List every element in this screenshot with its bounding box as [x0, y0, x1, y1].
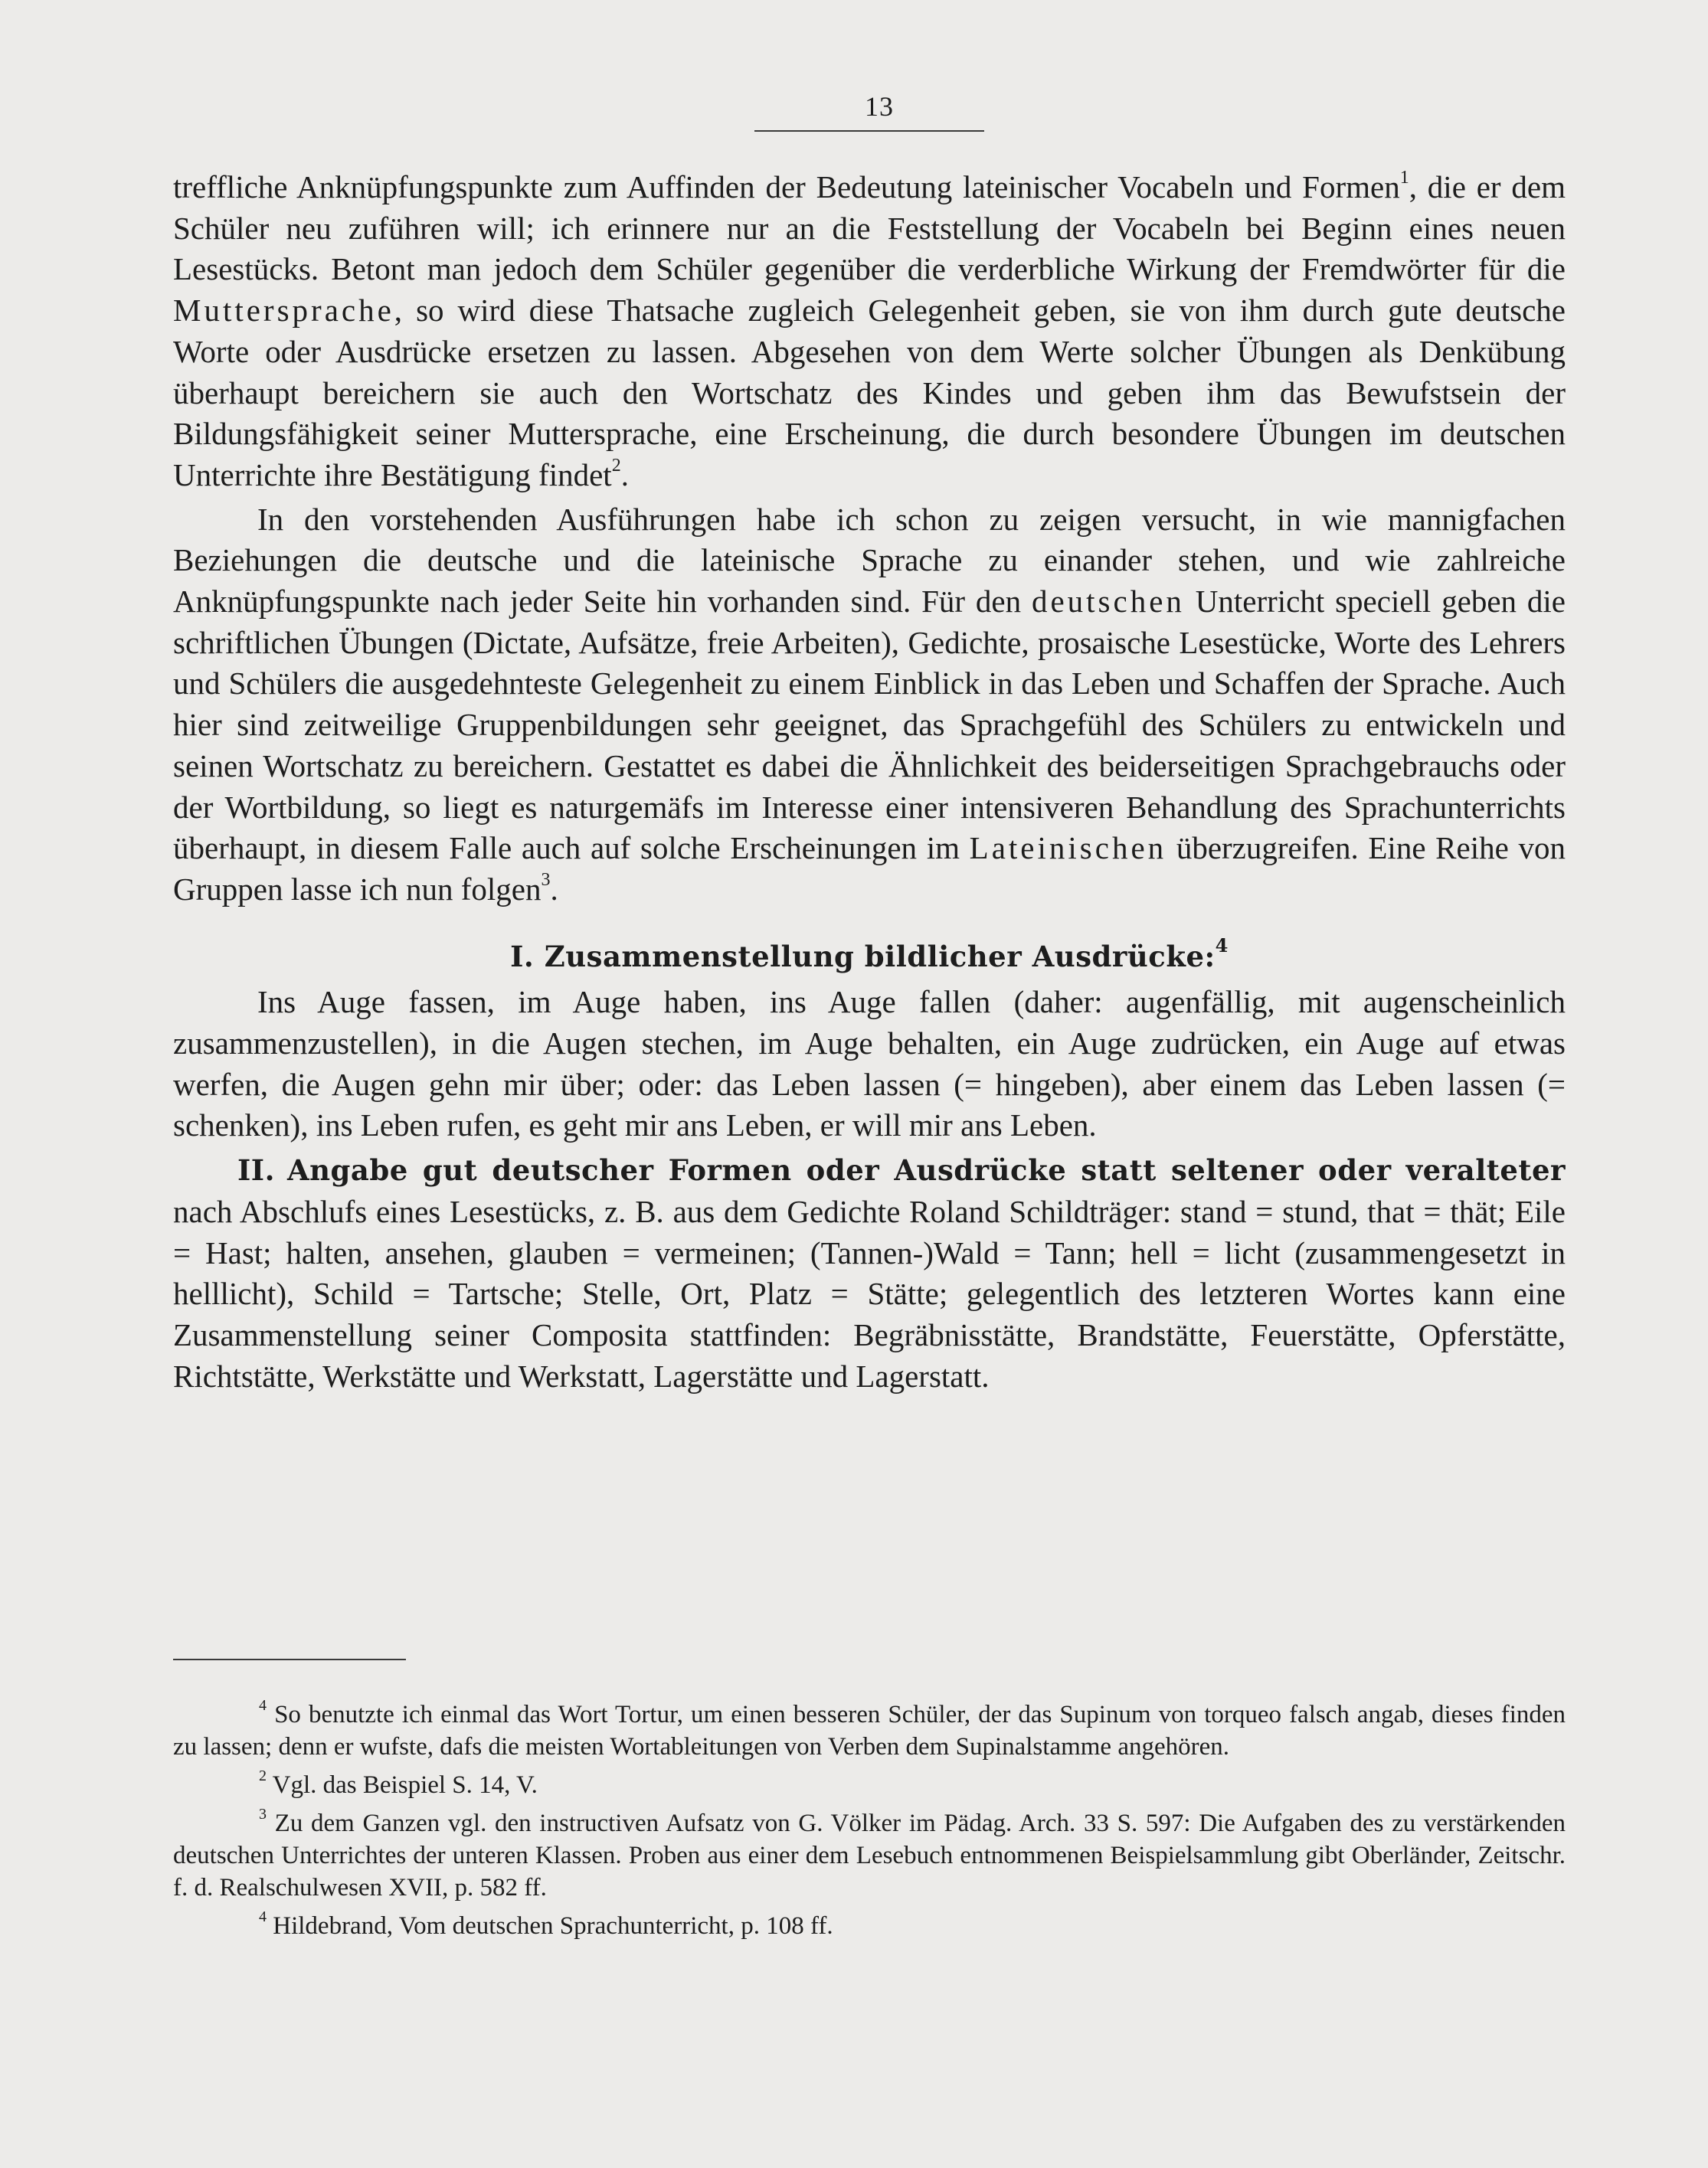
- emphasis-muttersprache: Muttersprache: [173, 293, 394, 329]
- paragraph-2: [173, 499, 1566, 911]
- footnote-text: Vgl. das Beispiel S. 14, V.: [272, 1771, 538, 1799]
- footnote-text: Hildebrand, Vom deutschen Sprachunterricht, p. 108 ff.: [273, 1912, 833, 1940]
- footnote-text: Zu dem Ganzen vgl. den instructiven Aufsatz von G. Völker im Pädag. Arch. 33 S. 597: Die Aufgaben des zu verstärkenden deutschen Unterrichtes der unteren Klassen. Proben aus einer dem Lesebuch entnommenen Beispielsammlung gibt Oberländer, Zeitschr. f. d. Realschulwesen XVII, p. 582 ff.: [173, 1810, 1566, 1901]
- footnote-ref: 1: [1399, 167, 1409, 188]
- footnote: [173, 1699, 1566, 1763]
- footnotes: [173, 1699, 1566, 1942]
- body-text: [173, 167, 1566, 1397]
- footnote: [173, 1769, 1566, 1801]
- section-2-numeral: II.: [237, 1153, 275, 1188]
- paragraph-2-text-b: Unterricht speciell geben die schriftlichen Übungen (Dictate, Aufsätze, freie Arbeiten), Gedichte, prosaische Lesestücke, Worte des Lehrers und Schülers die ausgedehnteste Gelegenheit zu einem Einblick in das Leben und Schaffen der Sprache. Auch hier sind zeitweilige Gruppenbildungen sehr geeignet, das Sprachgefühl des Schülers zu entwickeln und seinen Wortschatz zu bereichern. Gestattet es dabei die Ähnlichkeit des beiderseitigen Sprachgebrauchs oder der Wortbildung, so liegt es naturgemäfs im Interesse einer intensiveren Behandlung des Sprachunterrichts überhaupt, in diesem Falle auch auf solche Erscheinungen im: [173, 584, 1566, 866]
- footnote-mark: 2: [259, 1767, 267, 1784]
- section-1-title: Zusammenstellung bildlicher Ausdrücke:: [544, 939, 1216, 973]
- paragraph-1-text-a: treffliche Anknüpfungspunkte zum Auffinden der Bedeutung lateinischer Vocabeln und Formen: [173, 169, 1400, 204]
- section-1-text: Ins Auge fassen, im Auge haben, ins Auge fallen (daher: augenfällig, mit augenscheinlich zusammenzustellen), in die Augen stechen, im Auge behalten, ein Auge zudrücken, ein Auge auf etwas werfen, die Augen gehn mir über; oder: das Leben lassen (= hingeben), aber einem das Leben lassen (= schenken), ins Leben rufen, es geht mir ans Leben, er will mir ans Leben.: [173, 984, 1566, 1143]
- paragraph-2-text-a: In den vorstehenden Ausführungen habe ich schon zu zeigen versucht, in wie mannigfachen Beziehungen die deutsche und die lateinische Sprache zu einander stehen, und wie zahlreiche Anknüpfungspunkte nach jeder Seite hin vorhanden sind. Für den: [173, 501, 1566, 620]
- footnote-mark: 3: [259, 1806, 267, 1823]
- paragraph-1-text-b: , die er dem Schüler neu zuführen will; ich erinnere nur an die Feststellung der Vocabeln bei Beginn eines neuen Lesestücks. Betont man jedoch dem Schüler gegenüber die verderbliche Wirkung der Fremdwörter für die: [173, 169, 1566, 287]
- footnote-mark: 4: [259, 1908, 267, 1925]
- footnote-text: So benutzte ich einmal das Wort Tortur, um einen besseren Schüler, der das Supinum von torqueo falsch angab, dieses finden zu lassen; denn er wufste, dafs die meisten Wortableitungen von Verben dem Supinalstamme angehören.: [173, 1701, 1566, 1761]
- section-1-numeral: I.: [510, 939, 535, 973]
- emphasis-lateinischen: Lateinischen: [969, 830, 1167, 866]
- section-2-text: nach Abschlufs eines Lesestücks, z. B. aus dem Gedichte Roland Schildträger: stand = stund, that = thät; Eile = Hast; halten, ansehen, glauben = vermeinen; (Tannen-)Wald = Tann; hell = licht (zusammengesetzt in helllicht), Schild = Tartsche; Stelle, Ort, Platz = Stätte; gelegentlich des letzteren Wortes kann eine Zusammenstellung seiner Composita stattfinden: Begräbnisstätte, Brandstätte, Feuerstätte, Opferstätte, Richtstätte, Werkstätte und Werkstatt, Lagerstätte und Lagerstatt.: [173, 1193, 1566, 1394]
- footnote-ref: 3: [541, 869, 551, 890]
- footnote-ref: 4: [1215, 934, 1229, 956]
- section-1-heading: [173, 934, 1566, 978]
- paragraph-2-end: .: [550, 871, 558, 907]
- section-2: [173, 1149, 1566, 1397]
- emphasis-deutschen: deutschen: [1031, 584, 1185, 620]
- paragraph-1: [173, 167, 1566, 496]
- header-rule: [754, 130, 984, 132]
- section-2-title: Angabe gut deutscher Formen oder Ausdrücke statt seltener oder veralteter: [286, 1153, 1566, 1188]
- footnote: [173, 1807, 1566, 1904]
- footnote: [173, 1910, 1566, 1942]
- footnote-rule: [173, 1659, 406, 1660]
- paragraph-1-text-c: , so wird diese Thatsache zugleich Gelegenheit geben, sie von ihm durch gute deutsche Worte oder Ausdrücke ersetzen zu lassen. Abgesehen von dem Werte solcher Übungen als Denkübung überhaupt bereichern sie auch den Wortschatz des Kindes und geben ihm das Bewufstsein der Bildungsfähigkeit seiner Muttersprache, eine Erscheinung, die durch besondere Übungen im deutschen Unterrichte ihre Bestätigung findet: [173, 293, 1566, 492]
- footnote-mark: 4: [259, 1697, 267, 1714]
- paragraph-2-text-c: überzugreifen. Eine Reihe von Gruppen lasse ich nun folgen: [173, 830, 1566, 907]
- footnote-ref: 2: [611, 455, 621, 476]
- page-number: 13: [865, 91, 894, 122]
- paragraph-1-end: .: [620, 456, 629, 492]
